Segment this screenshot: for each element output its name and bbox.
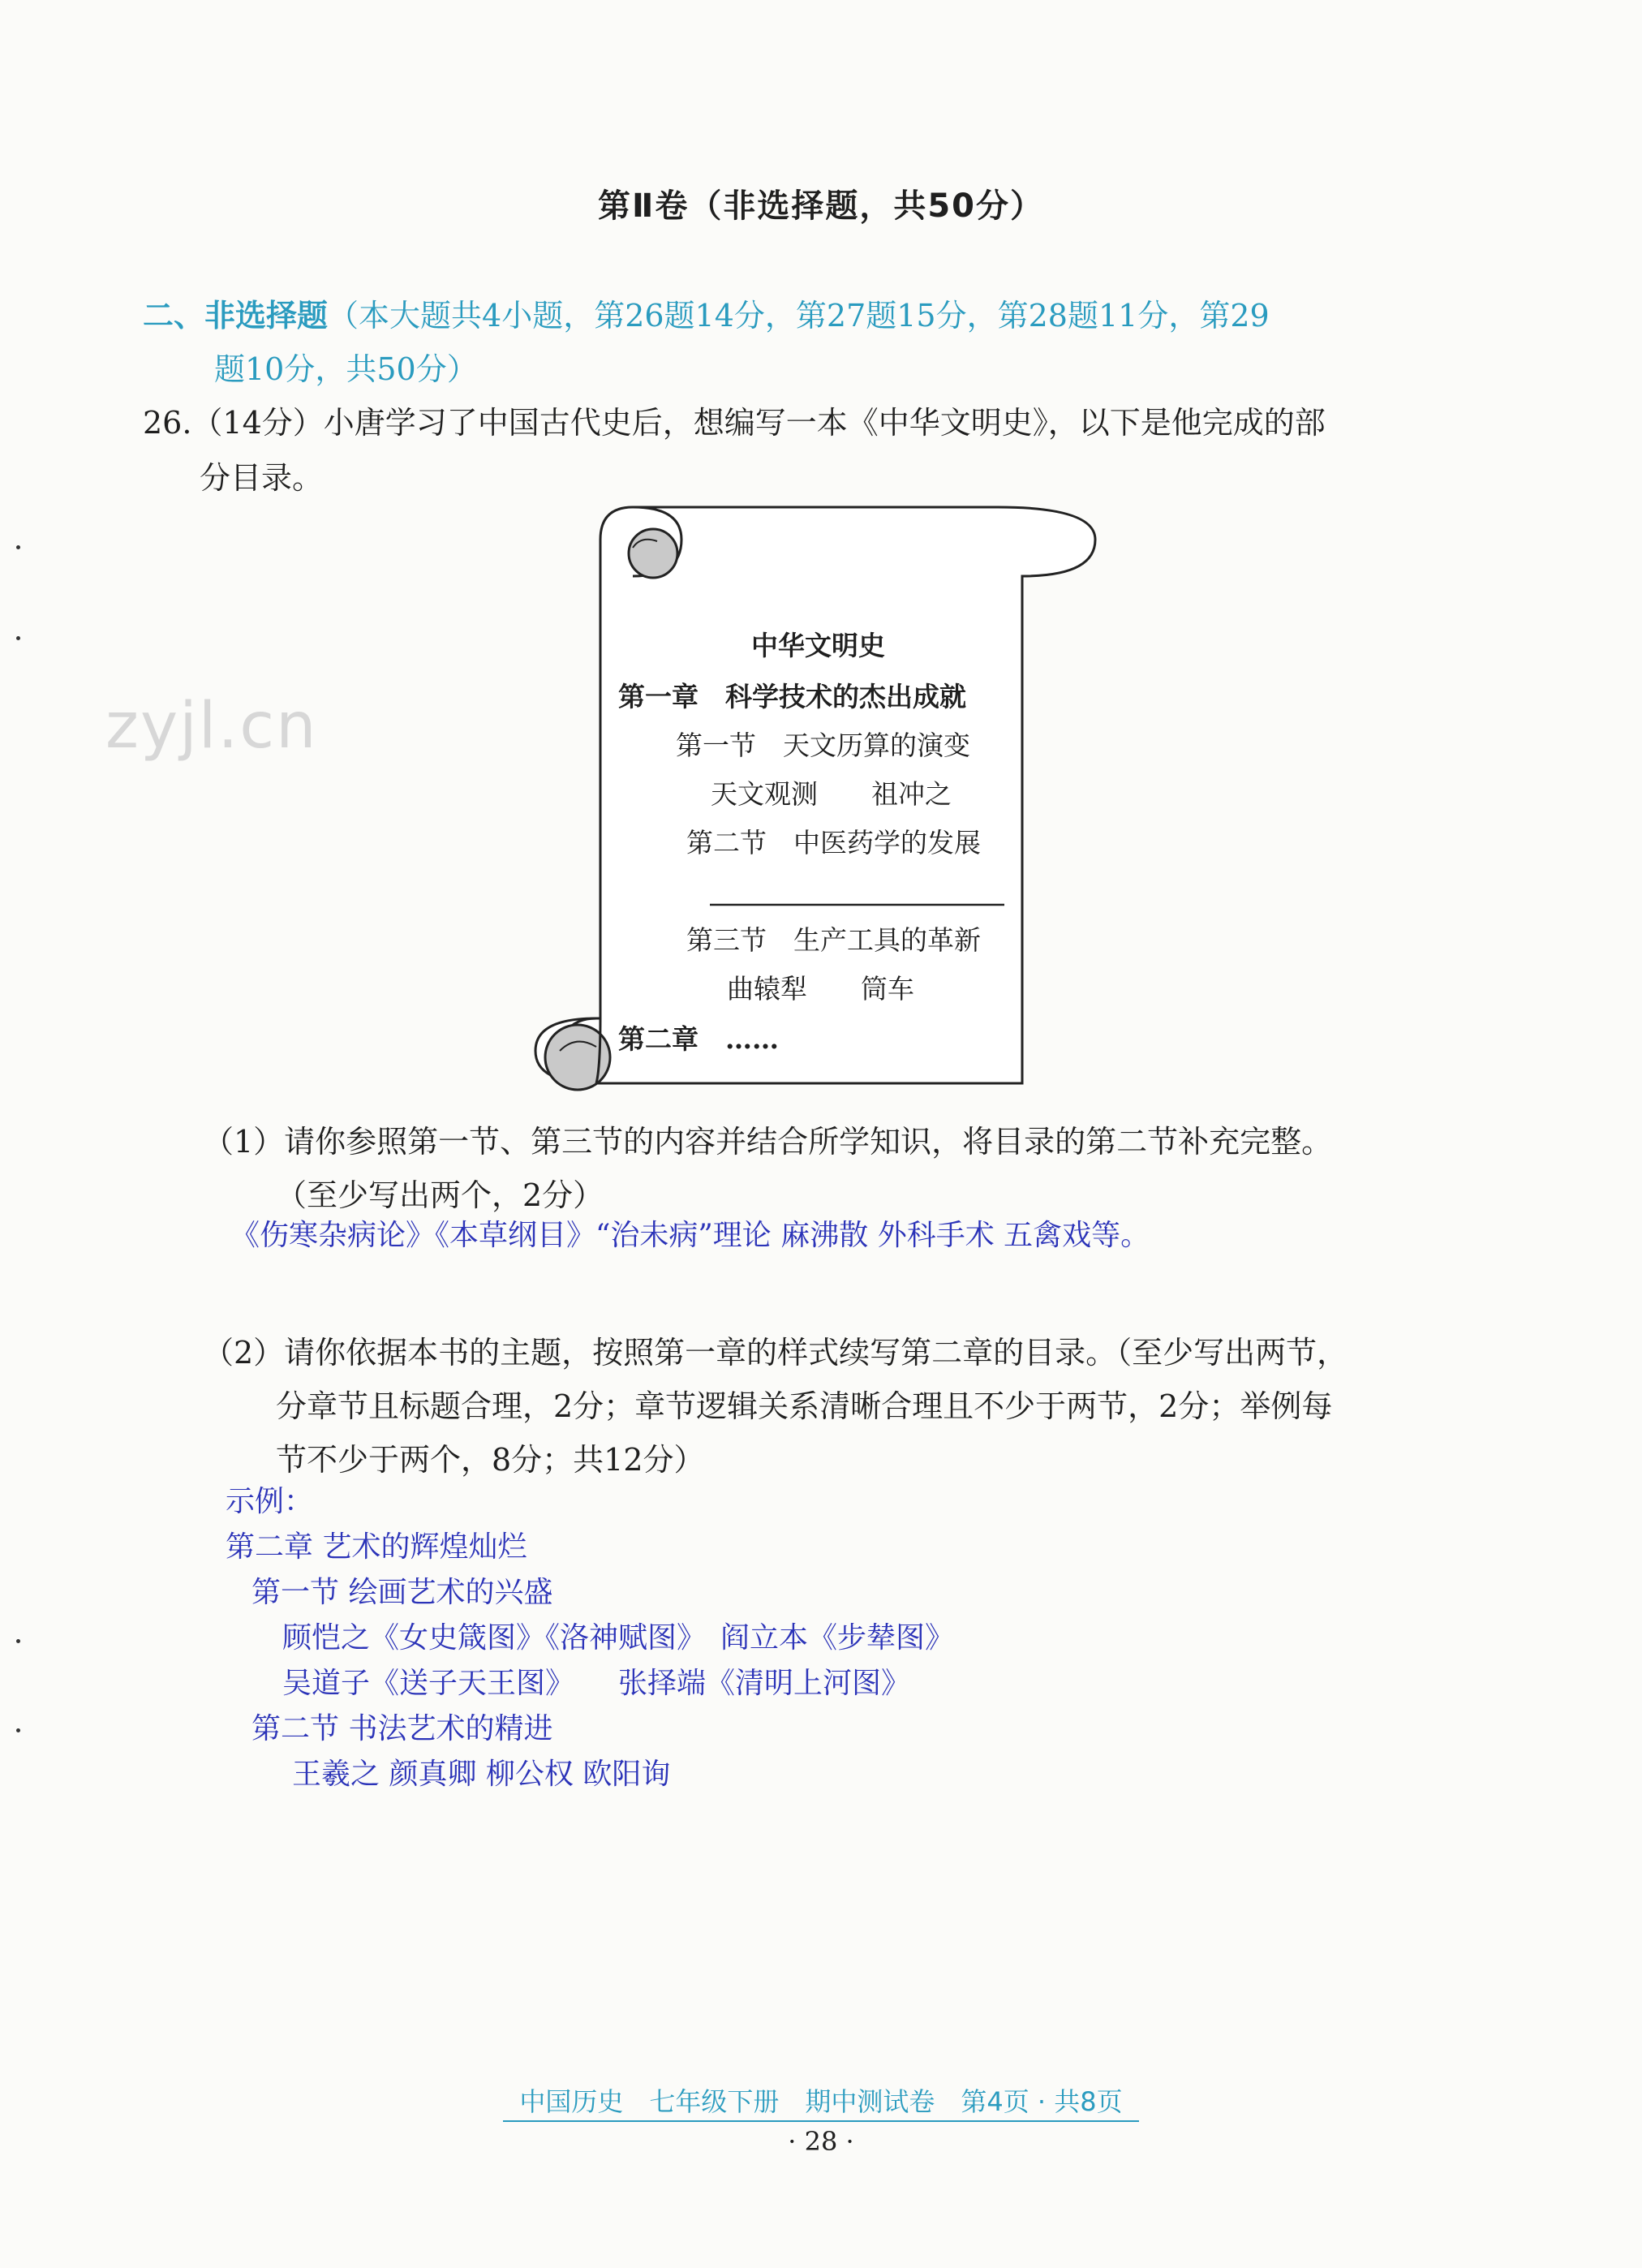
scroll-chapter1: 第一章 科学技术的杰出成就	[618, 681, 966, 712]
scroll-section3: 第三节 生产工具的革新	[686, 924, 981, 956]
answer-section1-items-b: 吴道子《送子天王图》 张择端《清明上河图》	[282, 1667, 911, 1700]
answer-section1: 第一节 绘画艺术的兴盛	[251, 1576, 553, 1609]
scroll-section1-items: 天文观测 祖冲之	[711, 778, 952, 810]
answer-section1-items-a: 顾恺之《女史箴图》《洛神赋图》 阎立本《步辇图》	[282, 1621, 955, 1655]
answer-chapter2: 第二章 艺术的辉煌灿烂	[226, 1530, 527, 1564]
scroll-chapter2-label: 第二章	[618, 1023, 698, 1055]
scroll-chapter2-dots: ……	[725, 1023, 779, 1055]
footer-text: 中国历史 七年级下册 期中测试卷 第4页 · 共8页	[503, 2086, 1138, 2122]
section-heading	[143, 290, 1270, 335]
question-26-line2: 分目录。	[200, 460, 324, 496]
question-26-line1: 26.（14分）小唐学习了中国古代史后，想编写一本《中华文明史》，以下是他完成的部	[143, 405, 1326, 441]
answer-example-label: 示例：	[226, 1485, 314, 1518]
watermark: zyjl.cn	[105, 690, 318, 763]
scroll-section1: 第一节 天文历算的演变	[676, 729, 970, 761]
page-title: 第Ⅱ卷（非选择题，共50分）	[597, 187, 1044, 225]
subquestion-2-line3: 节不少于两个，8分；共12分）	[276, 1442, 705, 1478]
scroll-heading: 中华文明史	[751, 630, 885, 661]
answer-section2-items: 王羲之 颜真卿 柳公权 欧阳询	[292, 1758, 671, 1791]
answer-section2: 第二节 书法艺术的精进	[251, 1712, 553, 1745]
scroll-section3-items: 曲辕犁 筒车	[727, 973, 914, 1005]
page-footer	[0, 2081, 1642, 2119]
margin-dot	[16, 636, 20, 640]
subquestion-1-line1: （1）请你参照第一节、第三节的内容并结合所学知识，将目录的第二节补充完整。	[203, 1124, 1333, 1160]
subquestion-2-line2: 分章节且标题合理，2分；章节逻辑关系清晰合理且不少于两节，2分；举例每	[276, 1388, 1333, 1424]
section-label: 二、非选择题	[143, 298, 329, 334]
top-curl-icon	[629, 529, 677, 578]
scroll-chapter2	[618, 1018, 779, 1057]
section-desc-line2: 题10分，共50分）	[214, 351, 478, 387]
subquestion-2-line1: （2）请你依据本书的主题，按照第一章的样式续写第二章的目录。（至少写出两节，	[203, 1335, 1348, 1371]
margin-dot	[16, 1728, 20, 1732]
scroll-section2: 第二节 中医药学的发展	[686, 827, 981, 859]
subquestion-1-line2: （至少写出两个，2分）	[276, 1177, 604, 1213]
margin-dot	[16, 1639, 20, 1643]
margin-dot	[16, 545, 20, 549]
page-number: · 28 ·	[788, 2126, 854, 2157]
section-desc: （本大题共4小题，第26题14分，第27题15分，第28题11分，第29	[328, 298, 1270, 334]
subquestion-1-answer: 《伤寒杂病论》《本草纲目》“治未病”理论 麻沸散 外科手术 五禽戏等。	[230, 1219, 1150, 1252]
